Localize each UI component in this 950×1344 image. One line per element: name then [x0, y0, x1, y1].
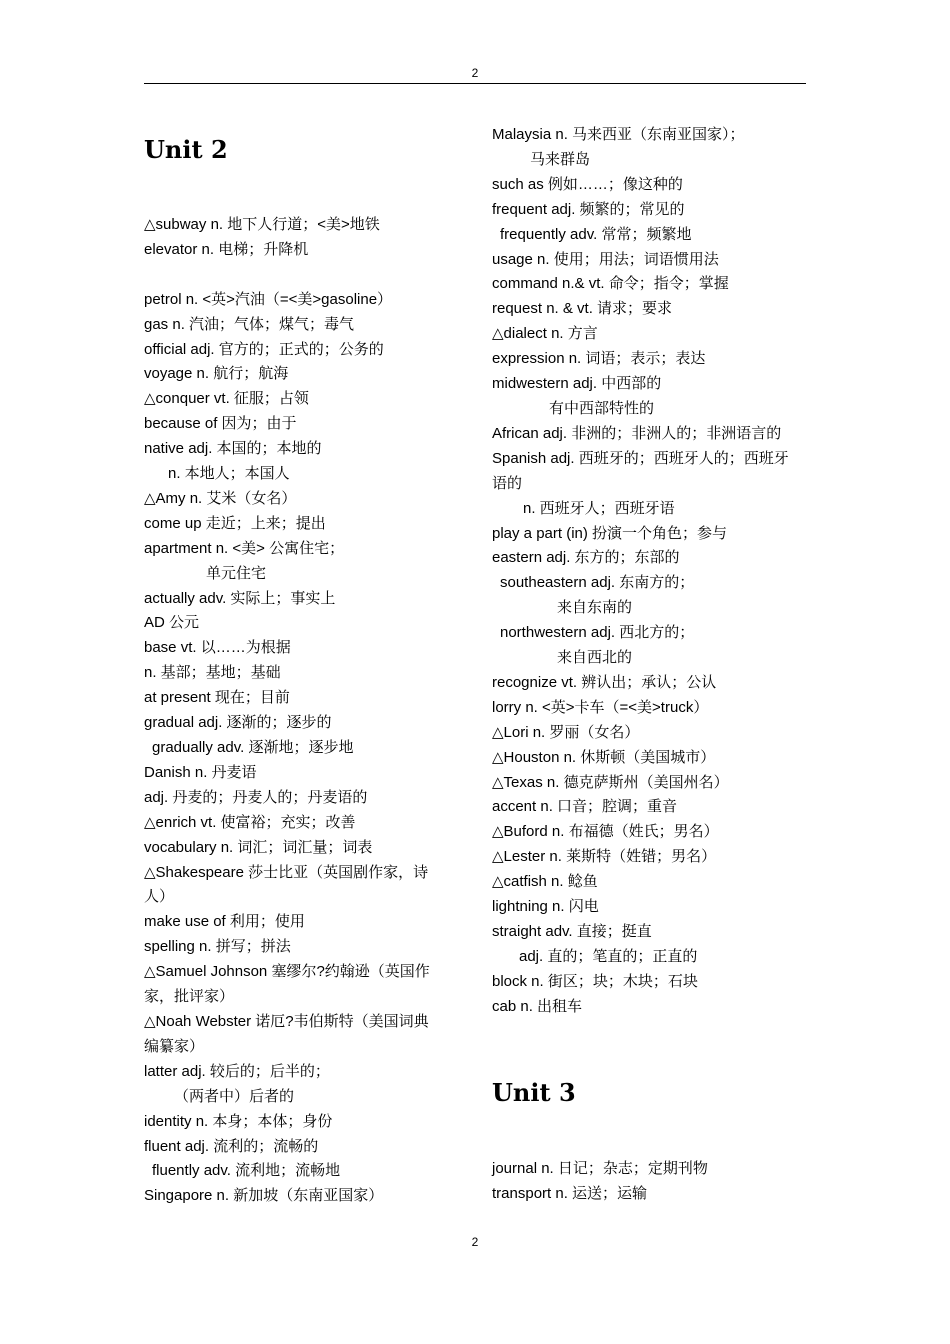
vocab-entry: play a part (in) 扮演一个角色；参与: [492, 524, 728, 542]
vocab-entry: △Shakespeare 莎士比亚（英国剧作家，诗: [144, 863, 429, 881]
vocab-entry: △enrich vt. 使富裕；充实；改善: [144, 813, 356, 831]
vocab-entry-continuation: 语的: [492, 474, 523, 492]
vocab-entry: vocabulary n. 词汇；词汇量；词表: [144, 838, 373, 856]
vocab-entry: △dialect n. 方言: [492, 325, 598, 343]
vocab-entry-continuation: adj. 直的；笔直的；正直的: [519, 947, 698, 965]
vocab-entry: official adj. 官方的；正式的；公务的: [144, 340, 384, 358]
vocab-entry: southeastern adj. 东南方的；: [500, 574, 695, 592]
vocab-entry: △catfish n. 鲶鱼: [492, 873, 598, 891]
vocab-entry: identity n. 本身；本体；身份: [144, 1112, 333, 1130]
vocab-entry: gradually adv. 逐渐地；逐步地: [152, 739, 354, 757]
vocab-entry: petrol n. <英>汽油（=<美>gasoline）: [144, 290, 393, 308]
vocab-entry: adj. 丹麦的；丹麦人的；丹麦语的: [144, 788, 368, 806]
vocab-entry-continuation: 来自西北的: [557, 649, 633, 667]
vocab-entry: recognize vt. 辨认出；承认；公认: [492, 673, 717, 691]
vocab-entry-continuation: 有中西部特性的: [549, 399, 655, 417]
vocab-entry: native adj. 本国的；本地的: [144, 440, 322, 458]
vocab-entry: such as 例如……；像这种的: [492, 175, 683, 193]
vocab-entry-continuation: 编纂家）: [144, 1037, 205, 1055]
vocab-entry: expression n. 词语；表示；表达: [492, 350, 706, 368]
vocab-entry-continuation: 马来群岛: [530, 150, 591, 168]
vocab-entry: apartment n. <美> 公寓住宅；: [144, 539, 345, 557]
vocab-entry-continuation: 来自东南的: [557, 599, 633, 617]
vocab-entry: make use of 利用；使用: [144, 913, 305, 931]
vocab-entry: base vt. 以……为根据: [144, 639, 291, 657]
right-column: [492, 123, 810, 1206]
vocab-entry: △subway n. 地下人行道；<美>地铁: [144, 216, 380, 233]
vocab-entry: African adj. 非洲的；非洲人的；非洲语言的: [492, 424, 782, 442]
vocab-entry: northwestern adj. 西北方的；: [500, 624, 695, 642]
vocab-entry: fluent adj. 流利的；流畅的: [144, 1137, 319, 1155]
vocab-entry: AD 公元: [144, 614, 200, 632]
footer-page-number: 2: [471, 1235, 479, 1249]
vocab-entry: lightning n. 闪电: [492, 898, 599, 916]
vocab-entry: latter adj. 较后的；后半的；: [144, 1062, 330, 1080]
vocab-entry: △conquer vt. 征服；占领: [144, 390, 309, 408]
vocab-entry: usage n. 使用；用法；词语惯用法: [492, 250, 719, 268]
vocab-entry: at present 现在；目前: [144, 689, 290, 707]
left-column: [144, 123, 462, 1209]
vocab-entry: n. 基部；基地；基础: [144, 664, 281, 682]
vocab-entry: △Lori n. 罗丽（女名）: [492, 723, 640, 741]
vocab-entry: frequently adv. 常常；频繁地: [500, 225, 692, 243]
vocab-entry: Malaysia n. 马来西亚（东南亚国家）；: [492, 126, 745, 143]
vocab-entry: eastern adj. 东方的；东部的: [492, 549, 680, 567]
vocab-entry: fluently adv. 流利地；流畅地: [152, 1162, 341, 1180]
vocab-entry: △Noah Webster 诺厄?韦伯斯特（美国词典: [144, 1012, 429, 1030]
vocab-entry: △Lester n. 莱斯特（姓错；男名）: [492, 848, 717, 866]
unit-title: Unit 3: [492, 1077, 576, 1107]
vocab-entry-continuation: 单元住宅: [206, 564, 267, 582]
vocab-entry-continuation: n. 本地人；本国人: [168, 465, 290, 483]
unit-title: Unit 2: [144, 135, 228, 164]
vocab-entry-continuation: n. 西班牙人；西班牙语: [523, 499, 675, 517]
vocab-entry: Spanish adj. 西班牙的；西班牙人的；西班牙: [492, 449, 789, 467]
vocab-entry: spelling n. 拼写；拼法: [144, 938, 291, 956]
vocab-entry: △Houston n. 休斯顿（美国城市）: [492, 748, 716, 766]
vocab-entry: △Amy n. 艾米（女名）: [144, 489, 297, 507]
vocab-entry-continuation: 人）: [144, 888, 175, 906]
vocab-entry: cab n. 出租车: [492, 997, 583, 1015]
blank-line: [144, 263, 462, 288]
vocab-entry: midwestern adj. 中西部的: [492, 375, 662, 393]
vocab-entry: actually adv. 实际上；事实上: [144, 589, 336, 607]
header-page-number: 2: [471, 66, 479, 80]
vocab-entry: △Samuel Johnson 塞缪尔?约翰逊（英国作: [144, 963, 430, 981]
vocab-entry: command n.& vt. 命令；指令；掌握: [492, 275, 729, 293]
vocab-entry: block n. 街区；块；木块；石块: [492, 972, 698, 990]
vocab-entry: transport n. 运送；运输: [492, 1184, 648, 1202]
vocab-entry: gradual adj. 逐渐的；逐步的: [144, 714, 332, 732]
vocab-entry: come up 走近；上来；提出: [144, 514, 326, 532]
vocab-entry: △Texas n. 德克萨斯州（美国州名）: [492, 773, 729, 791]
vocab-entry: straight adv. 直接；挺直: [492, 923, 652, 940]
vocab-entry: Singapore n. 新加坡（东南亚国家）: [144, 1187, 384, 1205]
vocab-entry: gas n. 汽油；气体；煤气；毒气: [144, 315, 355, 333]
vocab-entry: elevator n. 电梯；升降机: [144, 240, 309, 258]
vocab-entry: frequent adj. 频繁的；常见的: [492, 200, 685, 218]
vocab-entry: lorry n. <英>卡车（=<美>truck）: [492, 698, 709, 716]
vocab-entry: because of 因为；由于: [144, 415, 297, 433]
vocab-entry-continuation: 家，批评家）: [144, 988, 235, 1006]
header-rule: [144, 83, 806, 84]
vocab-entry: △Buford n. 布福德（姓氏；男名）: [492, 823, 719, 841]
vocab-entry-continuation: （两者中）后者的: [174, 1087, 295, 1105]
vocab-entry: request n. & vt. 请求；要求: [492, 300, 673, 318]
vocab-entry: journal n. 日记；杂志；定期刊物: [492, 1159, 708, 1177]
vocab-entry: accent n. 口音；腔调；重音: [492, 798, 678, 816]
vocab-entry: voyage n. 航行；航海: [144, 365, 289, 383]
vocab-entry: Danish n. 丹麦语: [144, 763, 257, 781]
